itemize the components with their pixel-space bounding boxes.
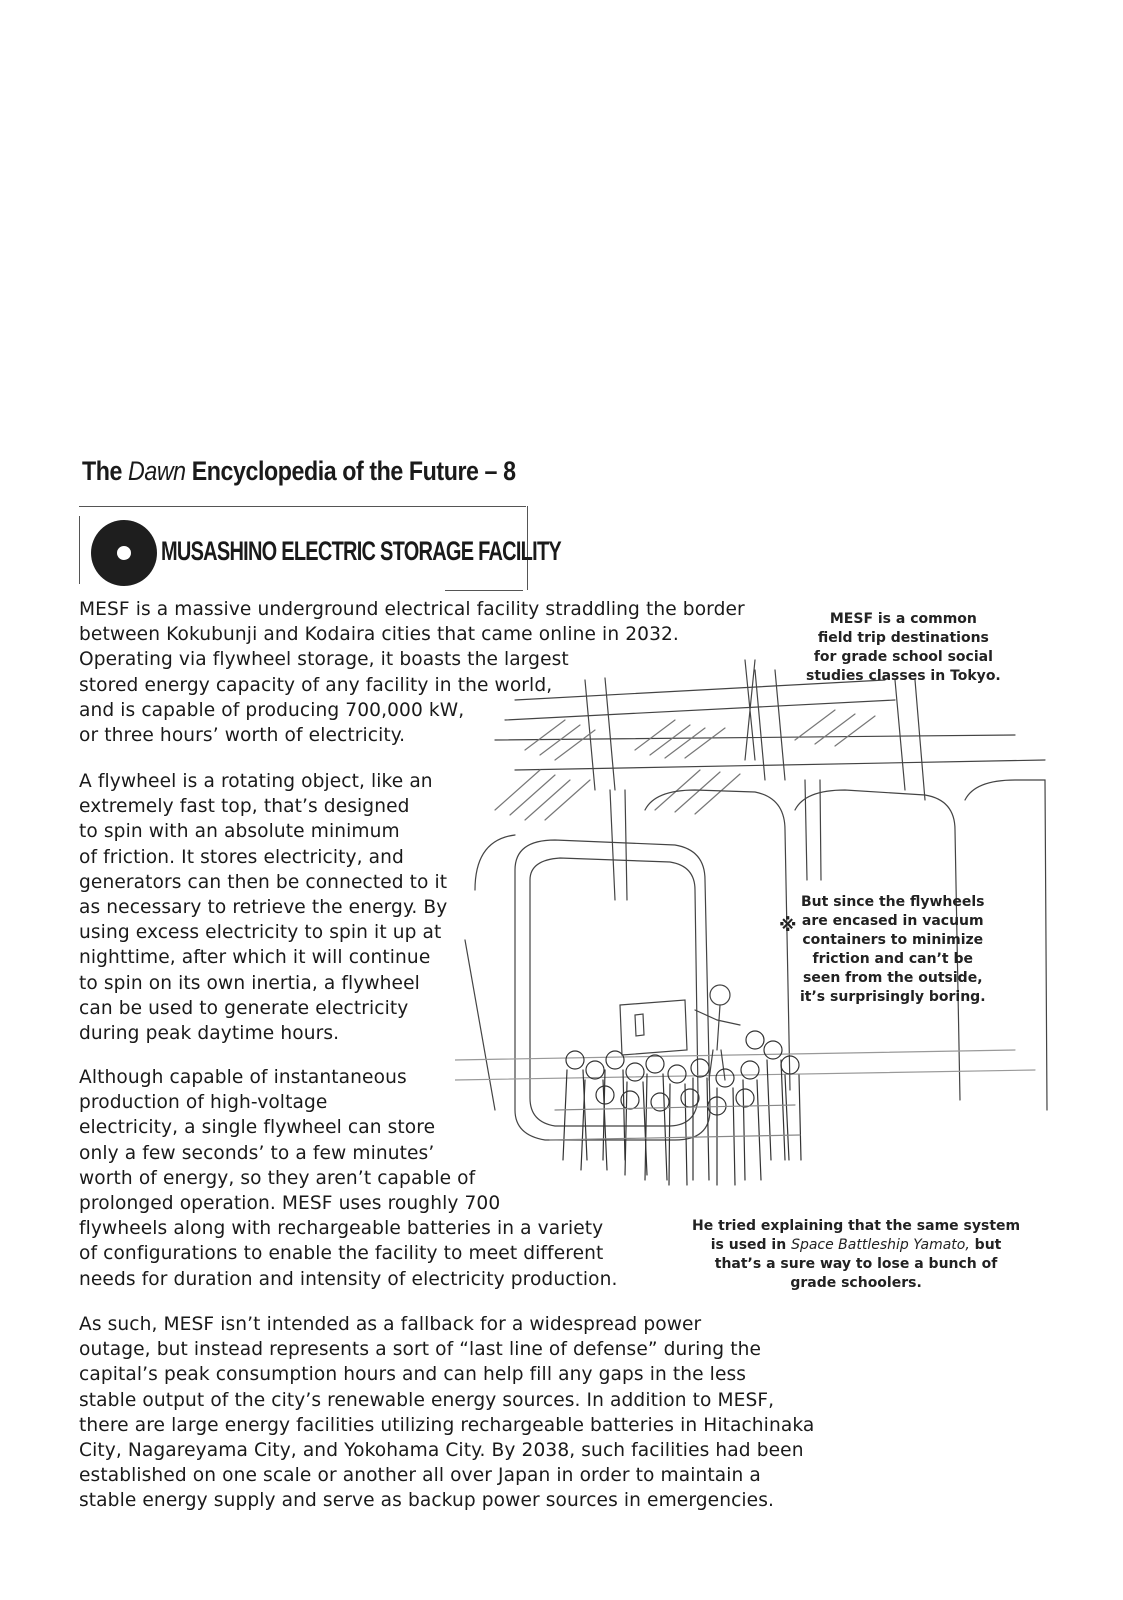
note-line: grade schoolers.: [790, 1275, 922, 1291]
paragraph-2: [79, 769, 447, 1046]
paragraph-3: [79, 1065, 618, 1292]
p4-line: there are large energy facilities utilizing rechargeable batteries in Hitachinaka: [79, 1414, 815, 1436]
p2-line: generators can then be connected to it: [79, 871, 448, 893]
p2-line: as necessary to retrieve the energy. By: [79, 897, 448, 919]
note-yamato: [692, 1217, 1020, 1293]
note-line: friction and can’t be: [812, 951, 973, 967]
p2-line: during peak daytime hours.: [79, 1023, 340, 1045]
frame-rule-bottom: [445, 590, 523, 591]
series-title-post: Encyclopedia of the Future – 8: [185, 456, 516, 486]
note-line: [692, 1236, 1020, 1255]
p2-line: extremely fast top, that’s designed: [79, 796, 410, 818]
note-title-italic: Space Battleship Yamato,: [791, 1237, 970, 1253]
series-title-italic: Dawn: [128, 456, 186, 486]
p3-line: worth of energy, so they aren’t capable of: [79, 1167, 476, 1189]
p3-line: needs for duration and intensity of electricity production.: [79, 1268, 618, 1290]
p3-line: electricity, a single flywheel can store: [79, 1117, 436, 1139]
paragraph-1: [79, 597, 745, 748]
note-line: it’s surprisingly boring.: [800, 989, 986, 1005]
p1-line: or three hours’ worth of electricity.: [79, 725, 406, 747]
note-line: He tried explaining that the same system: [692, 1218, 1021, 1234]
p3-line: prolonged operation. MESF uses roughly 700: [79, 1193, 501, 1215]
note-line: for grade school social: [813, 649, 993, 665]
p1-line: stored energy capacity of any facility in the world,: [79, 674, 553, 696]
p3-line: flywheels along with rechargeable batteries in a variety: [79, 1218, 604, 1240]
p4-line: City, Nagareyama City, and Yokohama City. By 2038, such facilities had been: [79, 1440, 804, 1462]
p2-line: can be used to generate electricity: [79, 997, 409, 1019]
p4-line: As such, MESF isn’t intended as a fallback for a widespread power: [79, 1314, 702, 1335]
p2-line: using excess electricity to spin it up at: [79, 922, 442, 944]
p2-line: A flywheel is a rotating object, like an: [79, 771, 433, 792]
paragraph-4: [79, 1312, 814, 1514]
entry-heading: MUSASHINO ELECTRIC STORAGE FACILITY: [161, 536, 561, 566]
p3-line: Although capable of instantaneous: [79, 1067, 407, 1088]
frame-bar-left: [79, 516, 80, 584]
note-field-trip: [806, 610, 1001, 686]
p1-line: between Kokubunji and Kodaira cities that came online in 2032.: [79, 624, 679, 646]
note-fragment: is used in: [710, 1237, 792, 1253]
p2-line: of friction. It stores electricity, and: [79, 846, 404, 868]
p4-line: capital’s peak consumption hours and can help fill any gaps in the less: [79, 1364, 747, 1386]
p4-line: established on one scale or another all over Japan in order to maintain a: [79, 1465, 761, 1487]
p2-line: to spin on its own inertia, a flywheel: [79, 972, 420, 994]
p2-line: to spin with an absolute minimum: [79, 821, 400, 843]
p1-line: MESF is a massive underground electrical facility straddling the border: [79, 599, 745, 620]
flywheel-disc-icon: [91, 520, 157, 586]
note-line: MESF is a common: [829, 611, 977, 627]
p4-line: stable output of the city’s renewable energy sources. In addition to MESF,: [79, 1389, 775, 1411]
p3-line: only a few seconds’ to a few minutes’: [79, 1142, 435, 1164]
note-line: field trip destinations: [817, 630, 989, 646]
reference-mark-icon: ※: [779, 915, 797, 936]
note-line: containers to minimize: [802, 932, 984, 948]
note-line: studies classes in Tokyo.: [806, 668, 1001, 684]
series-title: [82, 456, 516, 487]
p1-line: and is capable of producing 700,000 kW,: [79, 699, 465, 721]
note-fragment: but: [969, 1237, 1002, 1253]
note-line: seen from the outside,: [803, 970, 983, 986]
note-vacuum: [800, 893, 986, 1007]
series-title-pre: The: [82, 456, 129, 486]
p4-line: outage, but instead represents a sort of “last line of defense” during the: [79, 1339, 762, 1361]
note-line: But since the flywheels: [800, 894, 985, 910]
frame-rule-top: [79, 506, 526, 507]
note-line: are encased in vacuum: [801, 913, 984, 929]
note-line: that’s a sure way to lose a bunch of: [714, 1256, 998, 1272]
p3-line: production of high-voltage: [79, 1092, 328, 1114]
p1-line: Operating via flywheel storage, it boasts the largest: [79, 649, 569, 671]
p2-line: nighttime, after which it will continue: [79, 947, 431, 969]
p3-line: of configurations to enable the facility to meet different: [79, 1243, 604, 1265]
p4-line: stable energy supply and serve as backup power sources in emergencies.: [79, 1490, 775, 1512]
